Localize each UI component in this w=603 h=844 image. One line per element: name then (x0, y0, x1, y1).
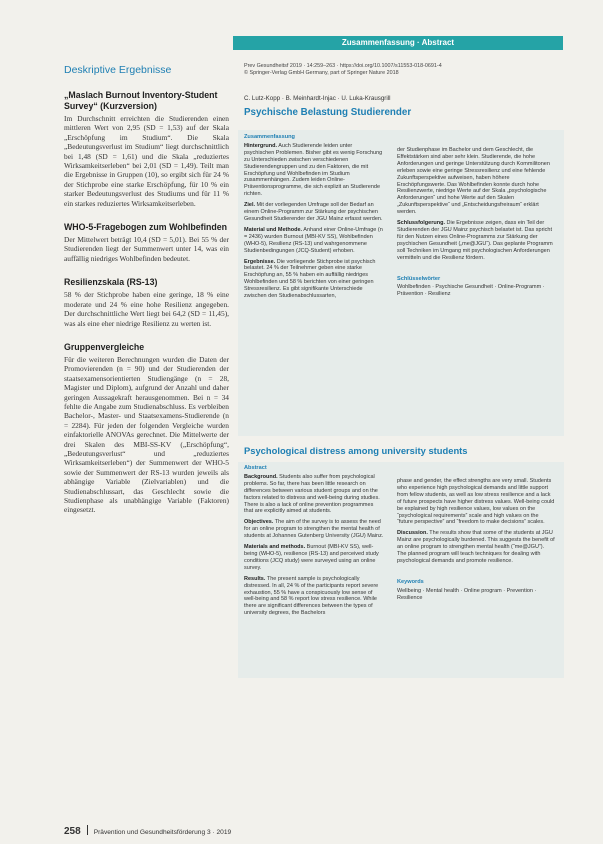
block-text: Im Durchschnitt erreichten die Studierenden einen mittleren Wert von 2,95 (SD = 1,53) auf der Skala „Erschöpfung im Studium“. Die Skala „Bedeutungsverlust im Studium“ liegt durchschnittlich bei 1,48 (SD = 1,61) und die Skala „reduziertes Wirksamkeitserleben“ bei 2,01 (SD = 1,49). Teilt man die Ergebnisse in Gruppen (10), so ergibt sich für 24 % der Stichprobe eine starke Erschöpfung, für 10 % ein starker Bedeutungsverlust des Studiums und für 11 % ein starkes reduziertes Wirksamkeitserleben. (64, 114, 229, 208)
page-number: 258 (64, 826, 81, 837)
para-key: Results. (244, 575, 266, 582)
abstract-label: Abstract (244, 465, 267, 471)
block-text: 58 % der Stichprobe haben eine geringe, 18 % eine moderate und 24 % eine hohe Resilienz angegeben. Der durchschnittliche Wert liegt bei 64,2 (SD = 11,45), was als eine eher niedrige Resilienz zu werten ist. (64, 290, 229, 328)
paragraph (397, 478, 555, 526)
keywords-block (397, 579, 555, 602)
left-block-3 (64, 277, 229, 328)
page-footer (64, 825, 231, 837)
paragraph (244, 259, 384, 300)
authors: C. Lutz-Kopp · B. Meinhardt-Injac · U. Luka-Krausgrill (244, 95, 391, 102)
para-text: Auch Studierende leiden unter psychischen Problemen. Bisher gibt es wenig Forschung zu Unterschieden zwischen verschiedenen Studierendengruppen und zu den Faktoren, die mit Erschöpfung und Wohlbefinden im Studium zusammenhängen. Zudem leiden Online-Präventionsprogramme, die sich explizit an Studierende richten. (244, 142, 383, 198)
paragraph (244, 519, 384, 540)
para-text: phase and gender, the effect strengths are very small. Students who experience high psychological demands and little support from fellow students, as well as low stress resilience and a lack of future prospects have higher distress values. Well-being could be explained by high resilience values, low values on the “psychological requirements” scale and high values on the “future perspective” and “freedom to make decisions” scales. (397, 478, 555, 526)
article-meta (244, 63, 562, 77)
footer-divider (87, 825, 88, 835)
section-title: Deskriptive Ergebnisse (64, 64, 172, 76)
para-text: The aim of the survey is to assess the need for an online program to strengthen the mental health of students at Johannes Gutenberg University (JGU) Mainz. (244, 519, 384, 540)
para-key: Ziel. (244, 202, 256, 209)
citation-line: Prev Gesundheitsf 2019 · 14:259–263 · https://doi.org/10.1007/s11553-018-0691-4 (244, 63, 442, 69)
abstract-col-2 (397, 478, 555, 602)
keywords: Wellbeing · Mental health · Online program · Prevention · Resilience (397, 587, 537, 601)
keywords-label: Keywords (397, 578, 424, 585)
journal-name: Prävention und Gesundheitsförderung 3 · 2019 (93, 829, 232, 836)
abstract-col-1 (244, 465, 384, 621)
block-text: Der Mittelwert beträgt 10,4 (SD = 5,01). Bei 55 % der Studierenden liegt der Summenwert unter 14, was ein auffällig niedriges Wohlbefinden bedeutet. (64, 235, 229, 263)
paragraph (244, 202, 384, 223)
copyright-line: © Springer-Verlag GmbH Germany, part of Springer Nature 2018 (244, 70, 399, 77)
left-column (64, 64, 229, 529)
paragraph (244, 544, 384, 572)
para-key: Materials and methods. (244, 544, 306, 551)
left-block-2 (64, 222, 229, 263)
left-block-4 (64, 342, 229, 515)
para-key: Background. (244, 473, 278, 480)
german-title: Psychische Belastung Studierender (244, 107, 412, 118)
keywords-block (397, 276, 555, 299)
zusammenfassung-col-1 (244, 134, 384, 304)
para-text: The present sample is psychologically distressed. In all, 24 % of the participants report severe exhaustion, 55 % have a conspicuously low sense of well-being and 58 % report low stress resilience. While there are significant differences between the types of university degrees, the Bachelors (244, 575, 379, 617)
para-key: Ergebnisse. (244, 258, 276, 265)
paragraph (244, 143, 384, 198)
keywords: Wohlbefinden · Psychische Gesundheit · Online-Programm · Prävention · Resilienz (397, 284, 545, 298)
paragraph (244, 474, 384, 515)
english-title: Psychological distress among university students (244, 445, 468, 456)
paragraph (244, 227, 384, 255)
para-key: Hintergrund. (244, 142, 277, 149)
keywords-label: Schlüsselwörter (397, 275, 441, 282)
zusammenfassung-col-2 (397, 147, 555, 298)
para-text: Die vorliegende Stichprobe ist psychisch belastet. 24 % der Teilnehmer geben eine starke Erschöpfung an, 55 % haben ein auffällig niedriges Wohlbefinden und 58 % berichten von einer geringen Stressresilienz. Es gibt signifikante Unterschiede zwischen den Studienabschlussarten, (244, 258, 376, 300)
block-heading: WHO-5-Fragebogen zum Wohlbefinden (64, 222, 228, 233)
para-text: Students also suffer from psychological problems. So far, there has been little research on differences between various student groups and on the factors related to distress and well-being during studies. There is also a lack of online prevention programmes that are explicitly aimed at students. (244, 473, 380, 515)
paragraph (244, 576, 384, 617)
para-text: The results show that some of the students at JGU Mainz are psychologically burdened. This suggests the benefit of an online program to strengthen mental health (“me@JGU”). The planned program will teach techniques for dealing with psychological demands and promote resilience. (397, 530, 555, 564)
block-heading: Resilienzskala (RS-13) (64, 277, 158, 288)
para-text: Burnout (MBI-KV SS), well-being (WHO-5), resilience (RS-13) and perceived study conditions (JCQ study) were surveyed using an online survey. (244, 544, 379, 571)
paragraph (397, 147, 555, 216)
left-block-1 (64, 90, 229, 208)
paragraph (397, 530, 555, 565)
para-key: Schlussfolgerung. (397, 220, 445, 227)
para-text: Mit der vorliegenden Umfrage soll der Bedarf an einem Online-Programm zur Stärkung der psychischen Gesundheit Studierender der JGU Mainz erfasst werden. (244, 202, 383, 222)
block-heading: „Maslach Burnout Inventory-Student Survey“ (Kurzversion) (64, 90, 218, 111)
para-text: der Studienphase im Bachelor und dem Geschlecht, die Effektstärken sind aber sehr klein. Studierende, die hohe Anforderungen und geringe Unterstützung durch Kommilitonen erleben sowie eine geringe Stressresilienz und eine fehlende Zukunftsperspektive aufweisen, haben höhere Erschöpfungswerte. Das Wohlbefinden konnte durch hohe Resilienzwerte, niedrige Werte auf der Skala „psychologische Anforderungen“ und hohe Werte auf den Skalen „Zukunftsperspektive“ und „Entscheidungsfreiraum“ erklärt werden. (397, 147, 550, 216)
block-text: Für die weiteren Berechnungen wurden die Daten der Promovierenden (n = 90) und der Studierenden der staatsexamensorientierten Studiengänge (n = 28, Magister und Diplom), aufgrund der Anzahl und daher geringen Aussagekraft herausgenommen. Bei n = 34 fehlte die Angabe zum Studienabschluss. Es verbleiben Bachelor-, Master- und Staatsexamens-Studierende (n = 2284). Für jeden der folgenden Vergleiche wurden einfaktorielle ANOVAs gerechnet. Die Mittelwerte der drei Skalen des MBI-SS-KV („Erschöpfung“, „Bedeutungsverlust“ und „reduziertes Wirksamkeitserleben“) der Summenwert der WHO-5 sowie der Summenwert der RS-13 wurden jeweils als abhängige Variable (Zielvariablen) und die Studienabschlussart, das Geschlecht sowie die Studienphase als unabhängige Variable (Faktoren) eingesetzt. (64, 354, 229, 515)
para-key: Discussion. (397, 530, 428, 537)
para-text: Anhand einer Online-Umfrage (n = 2436) wurden Burnout (MBI-KV SS), Wohlbefinden (WHO-5), Resilienz (RS-13) und wahrgenommene Studienbedingungen (JCQ-Student) erhoben. (244, 226, 383, 254)
block-heading: Gruppenvergleiche (64, 341, 145, 352)
paragraph (397, 220, 555, 261)
para-text: Die Ergebnisse zeigen, dass ein Teil der Studierenden der JGU Mainz psychisch belastet ist. Das spricht für den Nutzen eines Online-Programms zur Stärkung der psychischen Gesundheit („me@JGU“). Das geplante Programm soll Techniken im Umgang mit psychologischen Anforderungen vermitteln und die Resilienz fördern. (397, 220, 553, 261)
zusammenfassung-label: Zusammenfassung (244, 134, 295, 140)
para-key: Material und Methode. (244, 226, 303, 233)
section-banner: Zusammenfassung · Abstract (233, 36, 563, 50)
para-key: Objectives. (244, 519, 274, 526)
